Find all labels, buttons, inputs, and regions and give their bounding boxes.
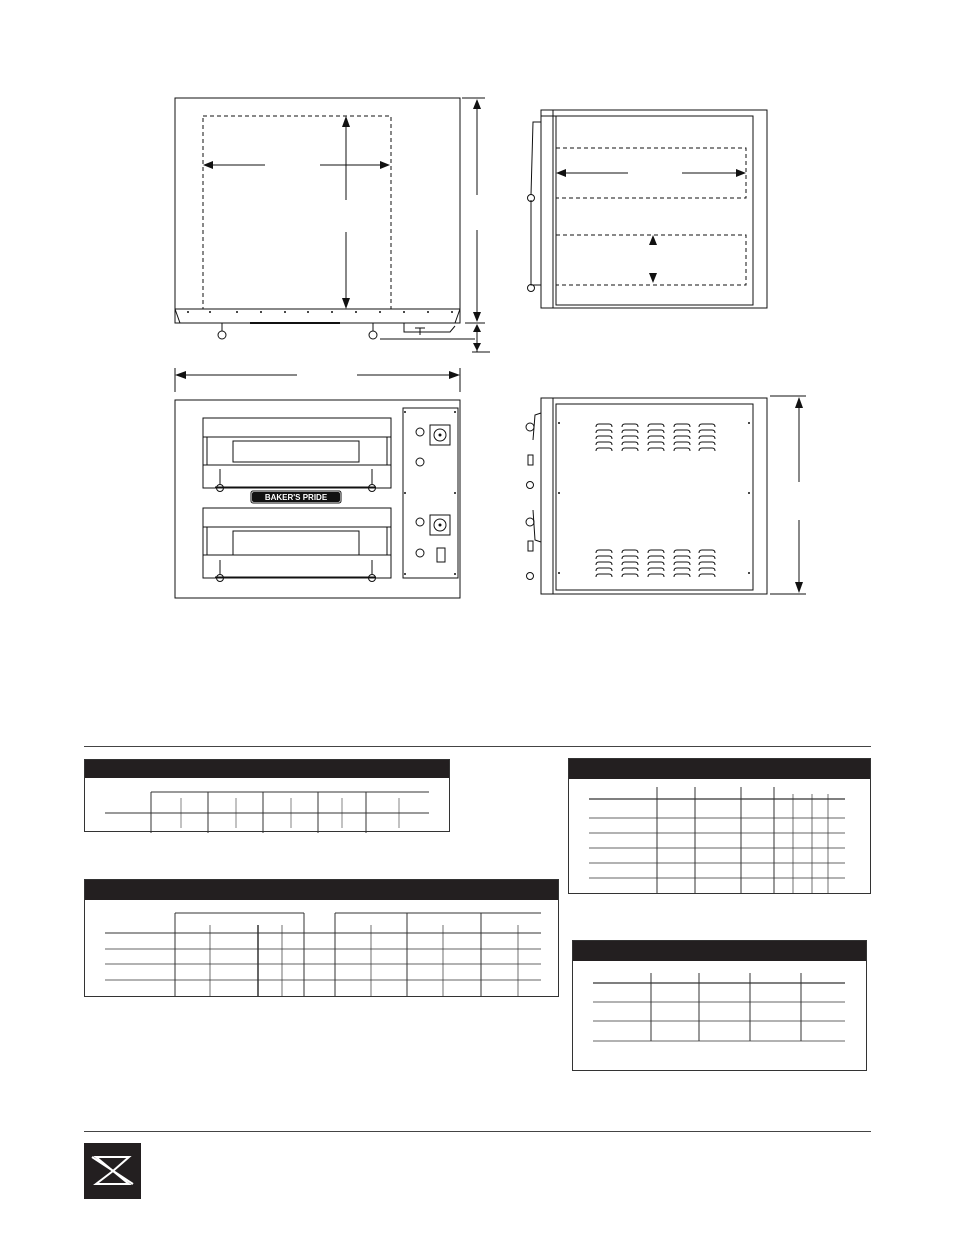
vent-slot [648,424,664,427]
vent-slot [648,562,664,565]
vent-slot [674,424,690,427]
bakers-pride-logo-icon [84,1143,141,1199]
vent-slot [596,436,612,439]
vent-slot [648,568,664,571]
vent-slot [699,436,715,439]
vent-slot [648,430,664,433]
bakers-pride-logo [84,1143,141,1199]
vent-slot [596,550,612,553]
side-view-cabinet [541,398,767,594]
spec-grid [85,880,560,998]
vent-slot [674,574,690,577]
vent-slot [596,442,612,445]
vent-slot [648,442,664,445]
vent-slot [596,448,612,451]
vent-slot [699,424,715,427]
vent-slot [596,424,612,427]
spec-grid [85,760,451,833]
vent-slot [596,574,612,577]
vent-slot [622,568,638,571]
section-divider-top [84,746,871,747]
spec-grid [573,941,868,1072]
vent-slot [699,574,715,577]
vent-slot [648,556,664,559]
vent-slot [699,442,715,445]
vent-slot [622,556,638,559]
vent-slot [648,550,664,553]
vent-slot [674,556,690,559]
vent-slot [596,562,612,565]
vent-slot [622,424,638,427]
vent-slot [596,556,612,559]
vent-slot [622,436,638,439]
vent-slot [596,568,612,571]
vent-slot [674,430,690,433]
vent-slot [674,562,690,565]
vent-slot [674,436,690,439]
vent-slot [622,574,638,577]
spec-panel-top-left [84,759,450,832]
vent-slot [699,550,715,553]
spec-panel-bottom-left [84,879,559,997]
vent-slot [622,430,638,433]
brand-badge-text: BAKER'S PRIDE [264,493,328,502]
vent-slot [674,568,690,571]
vent-slot [622,562,638,565]
vent-slot [699,568,715,571]
vent-slot [648,448,664,451]
vent-slot [622,550,638,553]
section-divider-bottom [84,1131,871,1132]
vent-slot [674,442,690,445]
vent-slot [596,430,612,433]
vent-slot [699,562,715,565]
vent-slot [699,448,715,451]
vent-slot [622,442,638,445]
vent-slot [699,556,715,559]
vent-slot [648,436,664,439]
spec-grid [569,759,872,895]
side-vent-slots [596,424,715,577]
vent-slot [648,574,664,577]
vent-slot [699,430,715,433]
vent-slot [674,550,690,553]
spec-panel-bottom-right [572,940,867,1071]
spec-panel-top-right [568,758,871,894]
vent-slot [674,448,690,451]
vent-slot [622,448,638,451]
